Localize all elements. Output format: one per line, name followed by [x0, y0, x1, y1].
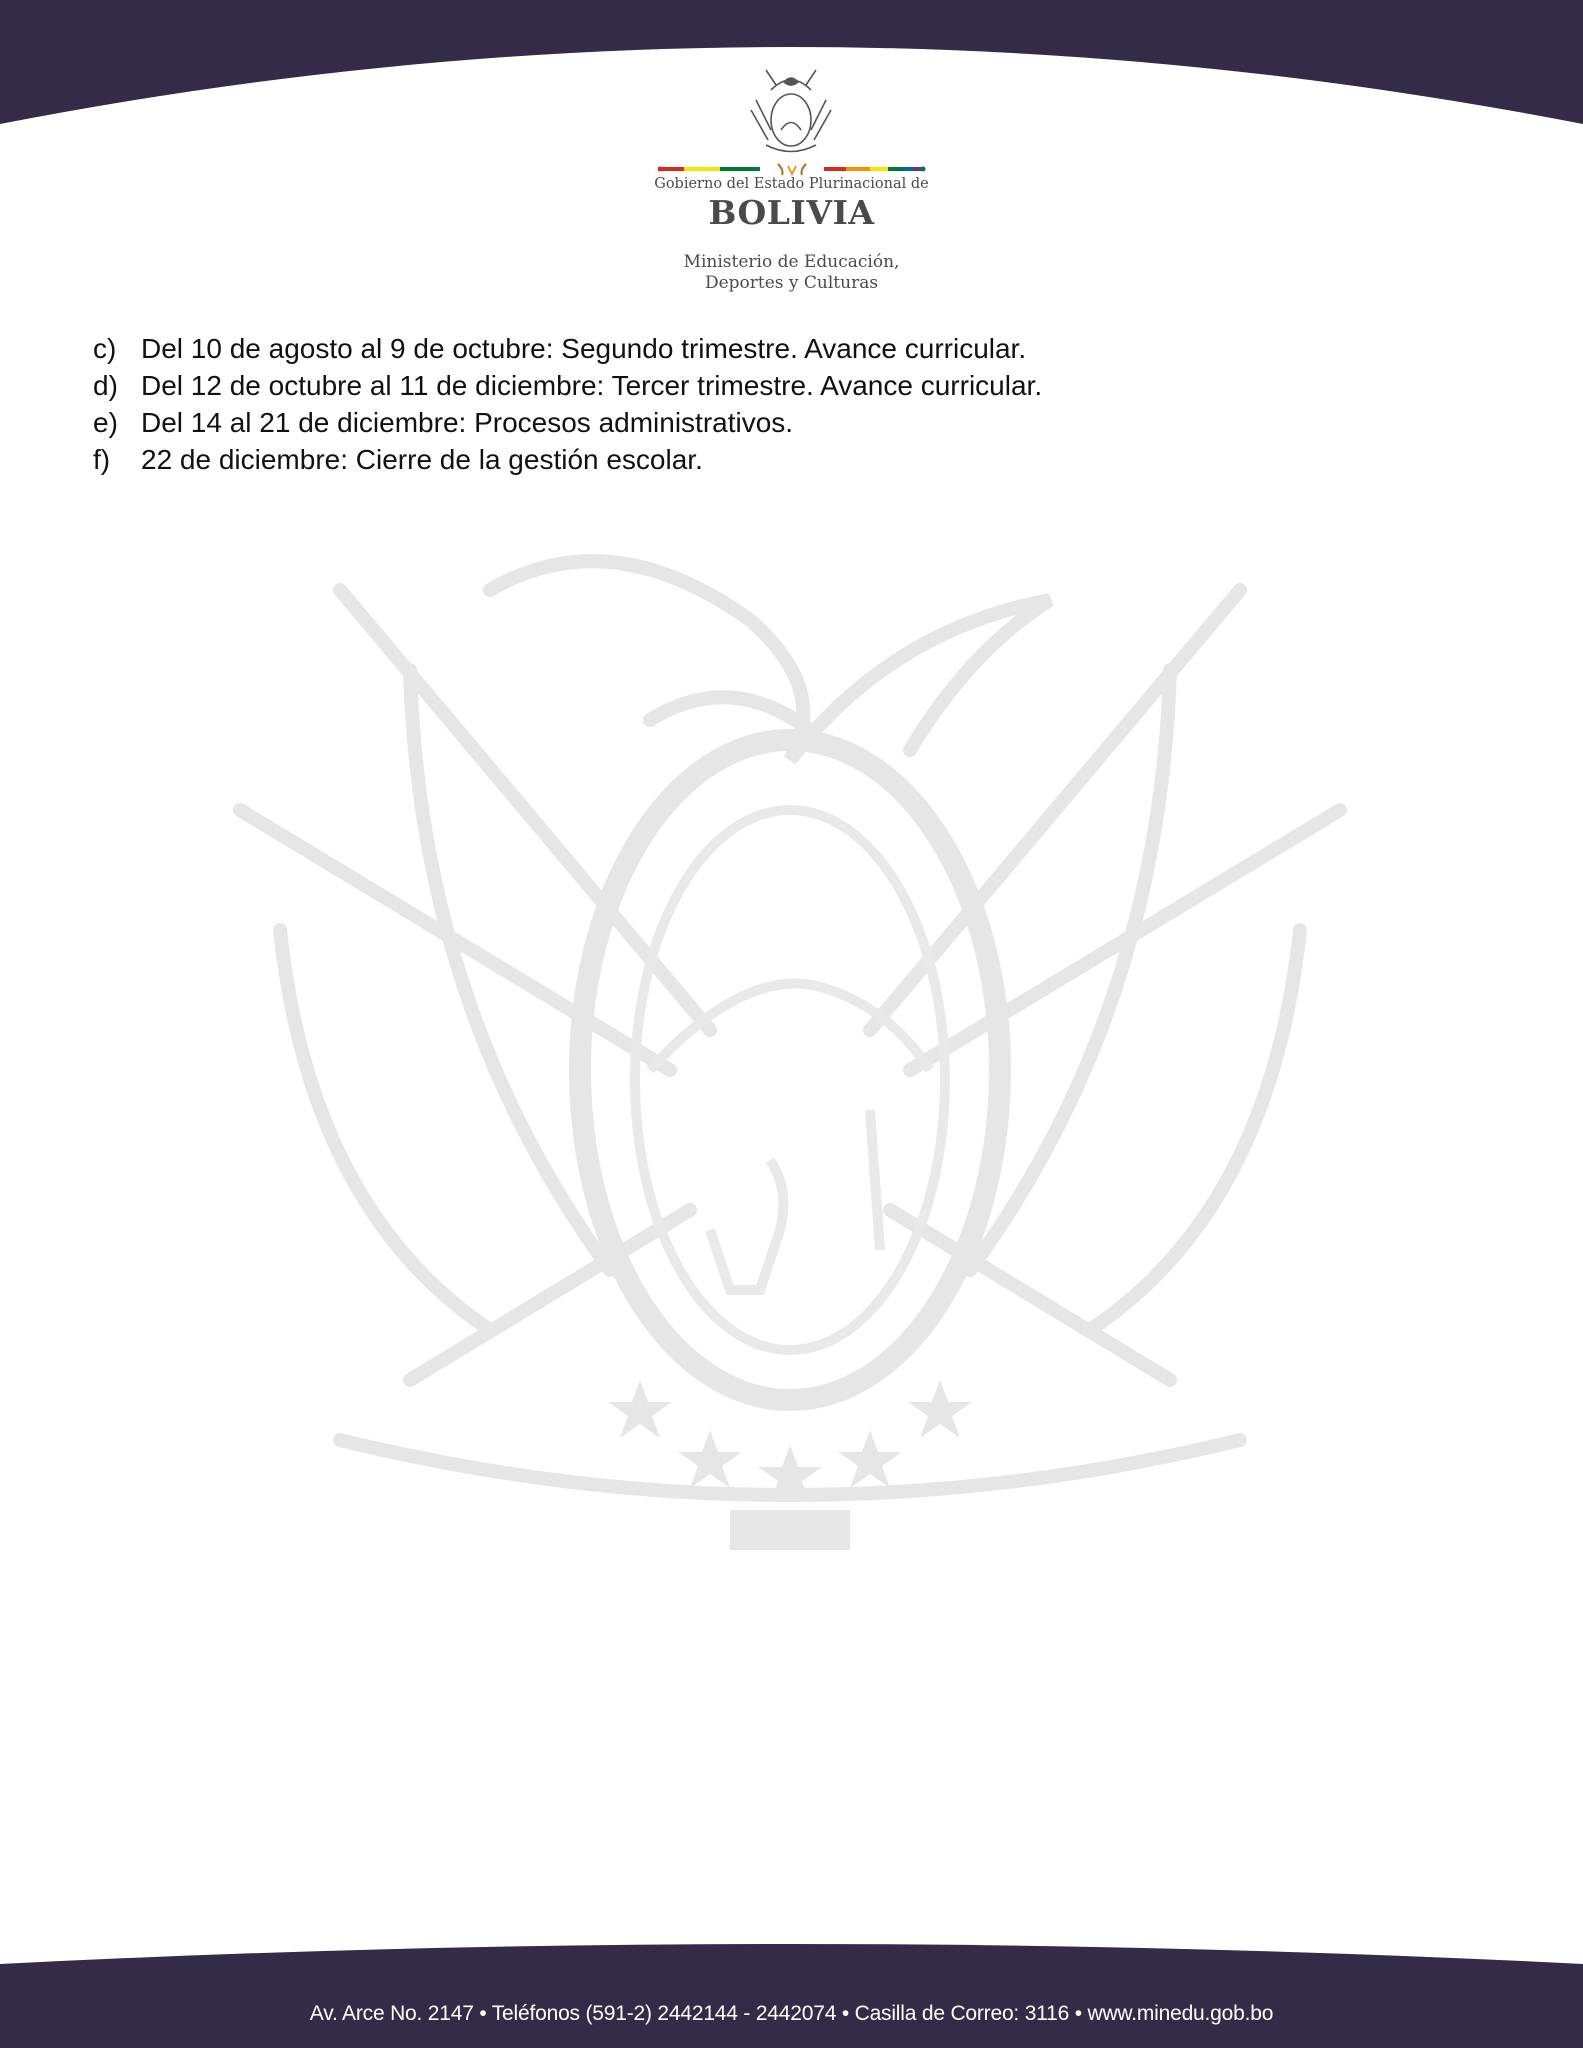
footer-band	[0, 1940, 1583, 2048]
list-item-text: Del 14 al 21 de diciembre: Procesos administrativos.	[141, 406, 794, 438]
document-body	[93, 330, 1493, 478]
list-item-text: 22 de diciembre: Cierre de la gestión escolar.	[141, 443, 703, 475]
list-item	[93, 330, 1493, 367]
government-line: Gobierno del Estado Plurinacional de	[654, 176, 929, 192]
list-item	[93, 367, 1493, 404]
list-item	[93, 441, 1493, 478]
country-name: BOLIVIA	[708, 193, 875, 232]
ministry-logo	[650, 60, 933, 300]
coat-of-arms-watermark	[190, 510, 1390, 1550]
list-item-text: Del 12 de octubre al 11 de diciembre: Tercer trimestre. Avance curricular.	[141, 369, 1043, 401]
list-item	[93, 404, 1493, 441]
list-item-text: Del 10 de agosto al 9 de octubre: Segundo trimestre. Avance curricular.	[141, 332, 1027, 364]
ministry-name-line2: Deportes y Culturas	[704, 273, 879, 293]
ministry-name-line1: Ministerio de Educación,	[683, 252, 900, 272]
list-marker: f)	[93, 443, 111, 475]
list-marker: e)	[93, 406, 118, 438]
list-marker: c)	[93, 332, 117, 364]
coat-of-arms-icon	[736, 60, 846, 160]
list-marker: d)	[93, 369, 118, 401]
footer-contact-text: Av. Arce No. 2147 • Teléfonos (591-2) 2442144 - 2442074 • Casilla de Correo: 3116 • www.minedu.gob.bo	[309, 2002, 1274, 2025]
flag-stripe	[658, 162, 926, 176]
